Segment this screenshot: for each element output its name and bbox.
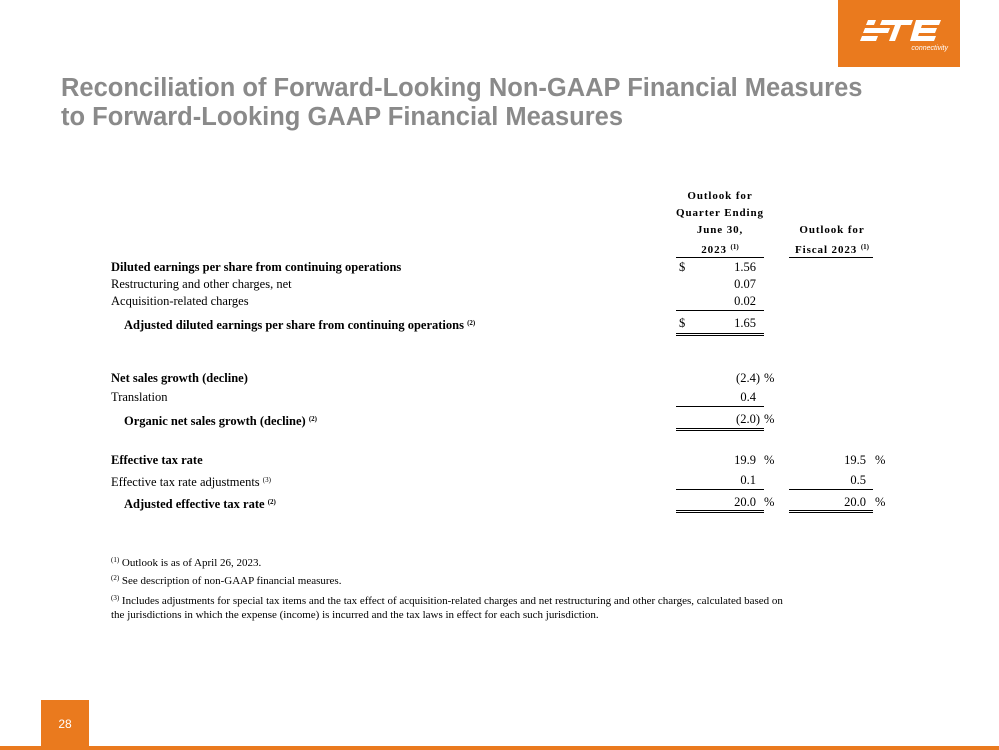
acquisition-label: Acquisition-related charges <box>111 294 249 308</box>
translation-label: Translation <box>111 390 168 404</box>
adjusted-eps-currency: $ <box>679 316 686 330</box>
tax-adjustments-fiscal-value: 0.5 <box>850 473 866 487</box>
tax-total-fiscal-rule <box>789 510 873 513</box>
eps-subtotal-rule <box>676 310 764 311</box>
net-sales-unit: % <box>764 371 775 385</box>
effective-tax-quarter-value: 19.9 <box>734 453 756 467</box>
fiscal-column-header <box>784 222 880 259</box>
fiscal-header-line-1: Outlook for <box>799 224 865 236</box>
eps-total-rule <box>676 333 764 336</box>
tax-subtotal-quarter-rule <box>676 489 764 490</box>
tax-total-quarter-rule <box>676 510 764 513</box>
sales-subtotal-rule <box>676 406 764 407</box>
translation-value: 0.4 <box>740 390 756 404</box>
effective-tax-fiscal-value: 19.5 <box>844 453 866 467</box>
effective-tax-fiscal-unit: % <box>875 453 886 467</box>
fiscal-header-rule <box>789 257 873 258</box>
net-sales-label: Net sales growth (decline) <box>111 371 248 385</box>
title-line-2: to Forward-Looking GAAP Financial Measures <box>61 103 624 131</box>
organic-sales-value: (2.0) <box>736 412 760 426</box>
diluted-eps-label: Diluted earnings per share from continuing operations <box>111 260 402 274</box>
logo-subtitle: connectivity <box>911 45 948 52</box>
te-connectivity-logo <box>838 0 960 67</box>
adjusted-tax-fiscal-unit: % <box>875 495 886 509</box>
page-title <box>61 74 961 132</box>
fiscal-header-line-2: Fiscal 2023 $^{(1)}$ <box>795 243 869 256</box>
page-number-box <box>41 700 89 746</box>
footnote-3: $^{(3)}$ Includes adjustments for special tax items and the tax effect of acquisition-related charges and net restructuring and other charges, calculated based on <box>111 594 783 607</box>
restructuring-label: Restructuring and other charges, net <box>111 277 292 291</box>
restructuring-value: 0.07 <box>734 277 756 291</box>
adjusted-tax-quarter-value: 20.0 <box>734 495 756 509</box>
acquisition-value: 0.02 <box>734 294 756 308</box>
te-logo-mark-icon <box>838 0 960 67</box>
adjusted-tax-quarter-unit: % <box>764 495 775 509</box>
bottom-accent-bar <box>0 746 999 750</box>
quarter-header-rule <box>676 257 764 258</box>
quarter-header-line-1: Outlook for <box>687 190 753 202</box>
organic-sales-unit: % <box>764 412 775 426</box>
sales-total-rule <box>676 428 764 431</box>
adjusted-eps-label: Adjusted diluted earnings per share from continuing operations $^{(2)}$ <box>124 318 476 332</box>
diluted-eps-currency: $ <box>679 260 686 274</box>
adjusted-tax-fiscal-value: 20.0 <box>844 495 866 509</box>
effective-tax-label: Effective tax rate <box>111 453 203 467</box>
tax-adjustments-quarter-value: 0.1 <box>740 473 756 487</box>
net-sales-value: (2.4) <box>736 371 760 385</box>
quarter-header-line-4: 2023 $^{(1)}$ <box>701 243 739 256</box>
diluted-eps-value: 1.56 <box>734 260 756 274</box>
footnote-3-continued: the jurisdictions in which the expense (income) is incurred and the tax laws in effect for each such jurisdiction. <box>111 609 599 621</box>
organic-sales-label: Organic net sales growth (decline) $^{(2)}$ <box>124 414 317 428</box>
title-line-1: Reconciliation of Forward-Looking Non-GAAP Financial Measures <box>61 74 863 102</box>
adjusted-eps-value: 1.65 <box>734 316 756 330</box>
footnote-2: $^{(2)}$ See description of non-GAAP financial measures. <box>111 574 342 587</box>
page-number: 28 <box>58 717 72 731</box>
adjusted-tax-label: Adjusted effective tax rate $^{(2)}$ <box>124 497 276 511</box>
effective-tax-quarter-unit: % <box>764 453 775 467</box>
quarter-column-header <box>665 188 775 259</box>
quarter-header-line-3: June 30, <box>696 224 744 236</box>
quarter-header-line-2: Quarter Ending <box>676 207 764 219</box>
footnote-1: $^{(1)}$ Outlook is as of April 26, 2023. <box>111 556 262 569</box>
tax-adjustments-label: Effective tax rate adjustments $^{(3)}$ <box>111 475 271 489</box>
tax-subtotal-fiscal-rule <box>789 489 873 490</box>
